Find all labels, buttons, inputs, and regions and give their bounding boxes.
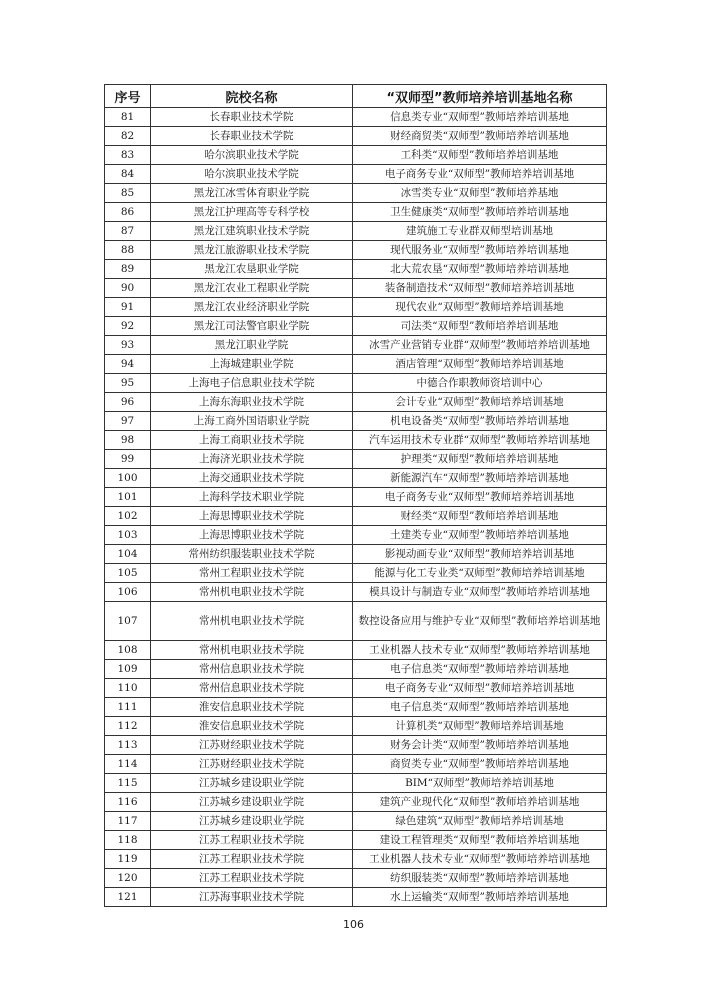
table-row (105, 888, 607, 907)
cell-base-name: 酒店管理“双师型”教师培养培训基地 (353, 355, 607, 374)
cell-base-name: 电子商务专业“双师型”教师培养培训基地 (353, 165, 607, 184)
cell-base-name: 冰雪类专业“双师型”教师培养基地 (353, 184, 607, 203)
table-row (105, 469, 607, 488)
table-row (105, 831, 607, 850)
table-row (105, 583, 607, 602)
table-row (105, 184, 607, 203)
cell-school-name: 江苏工程职业技术学院 (151, 869, 353, 888)
cell-school-name: 上海工商外国语职业学院 (151, 412, 353, 431)
cell-serial-number: 92 (105, 317, 151, 336)
cell-serial-number: 101 (105, 488, 151, 507)
cell-school-name: 上海科学技术职业学院 (151, 488, 353, 507)
cell-school-name: 江苏海事职业技术学院 (151, 888, 353, 907)
cell-base-name: 会计专业“双师型”教师培养培训基地 (353, 393, 607, 412)
table-row (105, 812, 607, 831)
cell-serial-number: 83 (105, 146, 151, 165)
cell-serial-number: 89 (105, 260, 151, 279)
table-row (105, 793, 607, 812)
table-row (105, 393, 607, 412)
cell-serial-number: 91 (105, 298, 151, 317)
cell-school-name: 上海东海职业技术学院 (151, 393, 353, 412)
cell-base-name: 司法类“双师型”教师培养培训基地 (353, 317, 607, 336)
cell-school-name: 淮安信息职业技术学院 (151, 698, 353, 717)
table-row (105, 698, 607, 717)
cell-base-name: 电子商务专业“双师型”教师培养培训基地 (353, 679, 607, 698)
cell-base-name: 财经商贸类“双师型”教师培养培训基地 (353, 127, 607, 146)
table-row (105, 298, 607, 317)
cell-serial-number: 110 (105, 679, 151, 698)
cell-school-name: 上海城建职业学院 (151, 355, 353, 374)
cell-serial-number: 85 (105, 184, 151, 203)
cell-base-name: 土建类专业“双师型”教师培养培训基地 (353, 526, 607, 545)
cell-serial-number: 120 (105, 869, 151, 888)
cell-school-name: 黑龙江护理高等专科学校 (151, 203, 353, 222)
cell-serial-number: 118 (105, 831, 151, 850)
cell-school-name: 上海思博职业技术学院 (151, 507, 353, 526)
cell-school-name: 江苏城乡建设职业学院 (151, 774, 353, 793)
cell-base-name: 工科类“双师型”教师培养培训基地 (353, 146, 607, 165)
table-row (105, 260, 607, 279)
table-row (105, 850, 607, 869)
table-row (105, 602, 607, 641)
cell-serial-number: 108 (105, 641, 151, 660)
cell-serial-number: 105 (105, 564, 151, 583)
cell-base-name: 计算机类“双师型”教师培养培训基地 (353, 717, 607, 736)
cell-school-name: 黑龙江建筑职业技术学院 (151, 222, 353, 241)
table-row (105, 641, 607, 660)
cell-base-name: 电子信息类“双师型”教师培养培训基地 (353, 660, 607, 679)
cell-serial-number: 102 (105, 507, 151, 526)
cell-serial-number: 111 (105, 698, 151, 717)
cell-serial-number: 114 (105, 755, 151, 774)
cell-base-name: 财务会计类“双师型”教师培养培训基地 (353, 736, 607, 755)
cell-base-name: 能源与化工专业类“双师型”教师培养培训基地 (353, 564, 607, 583)
table-row (105, 488, 607, 507)
cell-serial-number: 87 (105, 222, 151, 241)
table-row (105, 869, 607, 888)
cell-base-name: 商贸类专业“双师型”教师培养培训基地 (353, 755, 607, 774)
cell-base-name: 建设工程管理类“双师型”教师培养培训基地 (353, 831, 607, 850)
table-row (105, 431, 607, 450)
table-header-row (105, 85, 607, 108)
cell-base-name: 冰雪产业营销专业群“双师型”教师培养培训基地 (353, 336, 607, 355)
cell-base-name: 建筑产业现代化“双师型”教师培养培训基地 (353, 793, 607, 812)
cell-base-name: 汽车运用技术专业群“双师型”教师培养培训基地 (353, 431, 607, 450)
cell-school-name: 上海电子信息职业技术学院 (151, 374, 353, 393)
table-row (105, 507, 607, 526)
cell-base-name: 信息类专业“双师型”教师培养培训基地 (353, 108, 607, 127)
table-row (105, 774, 607, 793)
cell-serial-number: 117 (105, 812, 151, 831)
page-number: 106 (343, 918, 364, 931)
table-row (105, 355, 607, 374)
cell-school-name: 黑龙江农业经济职业学院 (151, 298, 353, 317)
cell-serial-number: 100 (105, 469, 151, 488)
cell-school-name: 哈尔滨职业技术学院 (151, 165, 353, 184)
cell-base-name: 模具设计与制造专业“双师型”教师培养培训基地 (353, 583, 607, 602)
table-row (105, 108, 607, 127)
cell-school-name: 常州工程职业技术学院 (151, 564, 353, 583)
table-row (105, 336, 607, 355)
cell-serial-number: 106 (105, 583, 151, 602)
cell-school-name: 常州机电职业技术学院 (151, 583, 353, 602)
cell-school-name: 上海工商职业技术学院 (151, 431, 353, 450)
cell-serial-number: 86 (105, 203, 151, 222)
cell-school-name: 江苏工程职业技术学院 (151, 831, 353, 850)
table-row (105, 241, 607, 260)
cell-base-name: 水上运输类“双师型”教师培养培训基地 (353, 888, 607, 907)
cell-serial-number: 113 (105, 736, 151, 755)
cell-school-name: 长春职业技术学院 (151, 127, 353, 146)
table-row (105, 717, 607, 736)
cell-base-name: 影视动画专业“双师型”教师培养培训基地 (353, 545, 607, 564)
cell-serial-number: 95 (105, 374, 151, 393)
cell-school-name: 常州机电职业技术学院 (151, 641, 353, 660)
cell-serial-number: 82 (105, 127, 151, 146)
cell-serial-number: 107 (105, 602, 151, 641)
cell-base-name: BIM“双师型”教师培养培训基地 (353, 774, 607, 793)
cell-serial-number: 94 (105, 355, 151, 374)
cell-base-name: 新能源汽车“双师型”教师培养培训基地 (353, 469, 607, 488)
table-row (105, 545, 607, 564)
table-row (105, 317, 607, 336)
cell-base-name: 工业机器人技术专业“双师型”教师培养培训基地 (353, 641, 607, 660)
cell-school-name: 黑龙江旅游职业技术学院 (151, 241, 353, 260)
table-row (105, 412, 607, 431)
cell-base-name: 绿色建筑“双师型”教师培养培训基地 (353, 812, 607, 831)
table-row (105, 279, 607, 298)
cell-school-name: 江苏财经职业技术学院 (151, 736, 353, 755)
cell-school-name: 上海思博职业技术学院 (151, 526, 353, 545)
header-serial-number: 序号 (105, 85, 151, 108)
cell-school-name: 黑龙江冰雪体育职业学院 (151, 184, 353, 203)
cell-serial-number: 81 (105, 108, 151, 127)
cell-base-name: 财经类“双师型”教师培养培训基地 (353, 507, 607, 526)
cell-school-name: 长春职业技术学院 (151, 108, 353, 127)
cell-base-name: 工业机器人技术专业“双师型”教师培养培训基地 (353, 850, 607, 869)
cell-school-name: 上海济光职业技术学院 (151, 450, 353, 469)
cell-school-name: 哈尔滨职业技术学院 (151, 146, 353, 165)
cell-serial-number: 119 (105, 850, 151, 869)
table-row (105, 127, 607, 146)
cell-base-name: 中德合作职教师资培训中心 (353, 374, 607, 393)
table-row (105, 146, 607, 165)
cell-serial-number: 116 (105, 793, 151, 812)
cell-base-name: 电子商务专业“双师型”教师培养培训基地 (353, 488, 607, 507)
cell-school-name: 黑龙江职业学院 (151, 336, 353, 355)
cell-base-name: 建筑施工专业群双师型培训基地 (353, 222, 607, 241)
table-row (105, 564, 607, 583)
cell-serial-number: 121 (105, 888, 151, 907)
cell-serial-number: 104 (105, 545, 151, 564)
cell-serial-number: 84 (105, 165, 151, 184)
cell-serial-number: 112 (105, 717, 151, 736)
cell-serial-number: 99 (105, 450, 151, 469)
header-school-name: 院校名称 (151, 85, 353, 108)
cell-school-name: 常州机电职业技术学院 (151, 602, 353, 641)
table-row (105, 374, 607, 393)
cell-school-name: 黑龙江司法警官职业学院 (151, 317, 353, 336)
cell-school-name: 常州信息职业技术学院 (151, 679, 353, 698)
cell-school-name: 江苏城乡建设职业学院 (151, 812, 353, 831)
table-row (105, 736, 607, 755)
cell-base-name: 电子信息类“双师型”教师培养培训基地 (353, 698, 607, 717)
cell-school-name: 常州信息职业技术学院 (151, 660, 353, 679)
table-row (105, 526, 607, 545)
table-row (105, 222, 607, 241)
cell-school-name: 江苏工程职业技术学院 (151, 850, 353, 869)
table-row (105, 660, 607, 679)
cell-serial-number: 90 (105, 279, 151, 298)
cell-serial-number: 93 (105, 336, 151, 355)
cell-base-name: 纺织服装类“双师型”教师培养培训基地 (353, 869, 607, 888)
cell-base-name: 机电设备类“双师型”教师培养培训基地 (353, 412, 607, 431)
cell-school-name: 淮安信息职业技术学院 (151, 717, 353, 736)
cell-serial-number: 109 (105, 660, 151, 679)
cell-serial-number: 98 (105, 431, 151, 450)
cell-serial-number: 115 (105, 774, 151, 793)
table-row (105, 450, 607, 469)
cell-school-name: 黑龙江农业工程职业学院 (151, 279, 353, 298)
training-base-table (104, 84, 607, 907)
table-row (105, 203, 607, 222)
cell-serial-number: 103 (105, 526, 151, 545)
cell-serial-number: 96 (105, 393, 151, 412)
table-row (105, 679, 607, 698)
cell-school-name: 江苏财经职业技术学院 (151, 755, 353, 774)
cell-base-name: 装备制造技术“双师型”教师培养培训基地 (353, 279, 607, 298)
cell-base-name: 数控设备应用与维护专业“双师型”教师培养培训基地 (353, 602, 607, 641)
header-base-name: “双师型”教师培养培训基地名称 (353, 85, 607, 108)
table-row (105, 165, 607, 184)
cell-school-name: 上海交通职业技术学院 (151, 469, 353, 488)
table-row (105, 755, 607, 774)
cell-school-name: 黑龙江农垦职业学院 (151, 260, 353, 279)
cell-base-name: 现代农业“双师型”教师培养培训基地 (353, 298, 607, 317)
cell-school-name: 常州纺织服装职业技术学院 (151, 545, 353, 564)
cell-serial-number: 97 (105, 412, 151, 431)
cell-school-name: 江苏城乡建设职业学院 (151, 793, 353, 812)
cell-base-name: 卫生健康类“双师型”教师培养培训基地 (353, 203, 607, 222)
cell-base-name: 北大荒农垦“双师型”教师培养培训基地 (353, 260, 607, 279)
cell-base-name: 护理类“双师型”教师培养培训基地 (353, 450, 607, 469)
cell-base-name: 现代服务业“双师型”教师培养培训基地 (353, 241, 607, 260)
cell-serial-number: 88 (105, 241, 151, 260)
